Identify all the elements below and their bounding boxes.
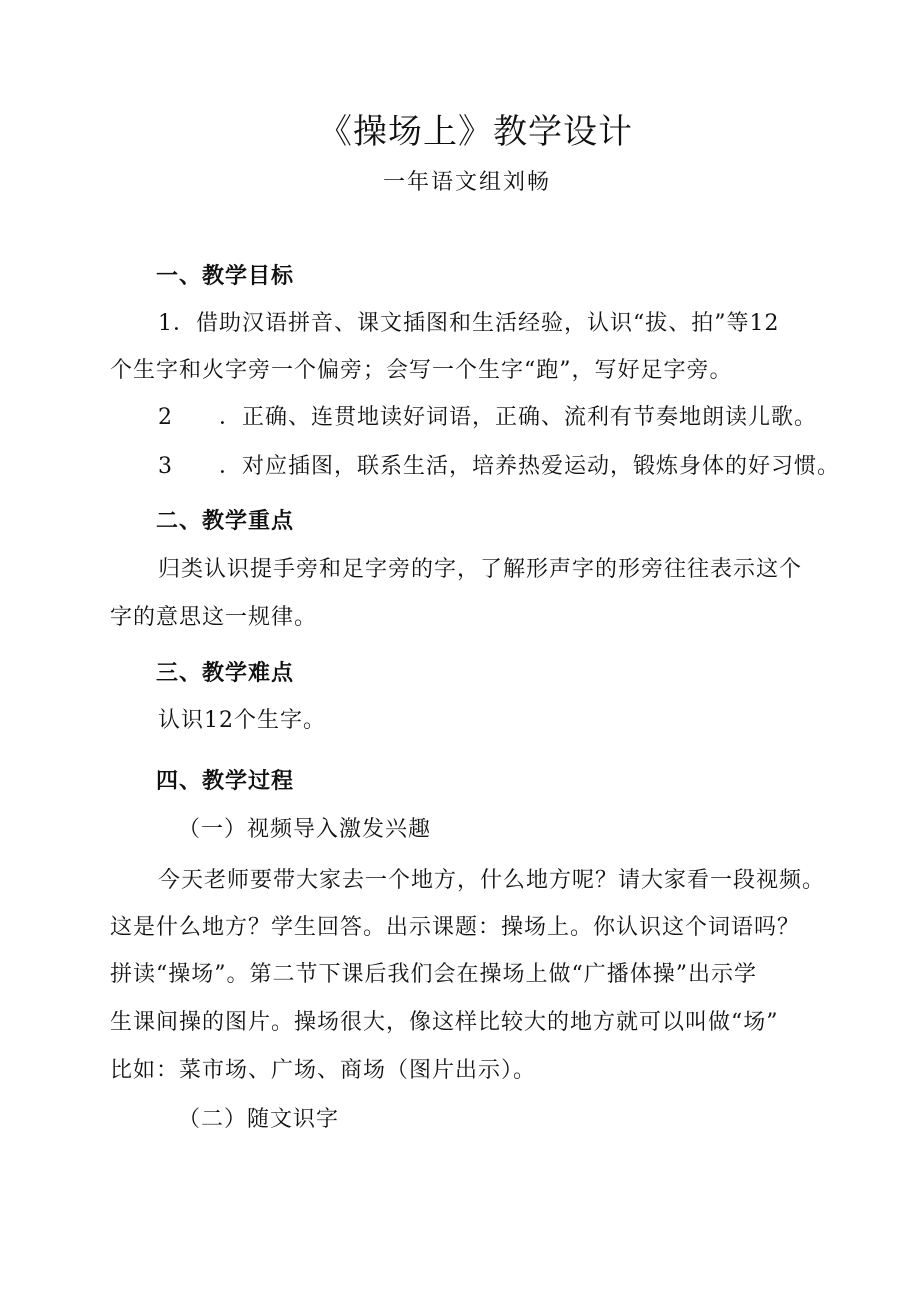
goal-item-3-text: ．对应插图，联系生活，培养热爱运动，锻炼身体的好习惯。 — [219, 454, 841, 479]
section-heading-goals: 一、教学目标 — [156, 264, 295, 289]
goal-item-2-text: ．正确、连贯地读好词语，正确、流利有节奏地朗读儿歌。 — [219, 405, 818, 430]
section-heading-key-points: 二、教学重点 — [156, 509, 295, 534]
process-subheading-1: （一）视频导入激发兴趣 — [178, 817, 432, 842]
author-line: 一年语文组刘畅 — [383, 170, 552, 195]
goal-item-2-number: 2 — [158, 405, 173, 430]
process-paragraph-line-1: 今天老师要带大家去一个地方，什么地方呢？请大家看一段视频。 — [158, 868, 826, 893]
section-heading-process: 四、教学过程 — [156, 769, 295, 794]
document-title: 《操场上》教学设计 — [318, 112, 633, 152]
section-heading-difficulties: 三、教学难点 — [156, 661, 295, 686]
process-paragraph-line-4: 生课间操的图片。操场很大，像这样比较大的地方就可以叫做“场” — [110, 1010, 779, 1035]
goal-item-3-number: 3 — [158, 454, 173, 479]
process-paragraph-line-5: 比如：菜市场、广场、商场（图片出示）。 — [110, 1058, 537, 1083]
goal-item-2 — [158, 403, 817, 433]
key-points-line-2: 字的意思这一规律。 — [110, 605, 318, 630]
goal-item-3 — [158, 452, 840, 482]
key-points-line-1: 归类认识提手旁和足字旁的字，了解形声字的形旁往往表示这个 — [158, 557, 803, 582]
process-paragraph-line-3: 拼读“操场”。第二节下课后我们会在操场上做“广播体操”出示学 — [110, 962, 757, 987]
process-paragraph-line-2: 这是什么地方？学生回答。出示课题：操场上。你认识这个词语吗？ — [110, 915, 801, 940]
process-subheading-2: （二）随文识字 — [178, 1107, 340, 1132]
goal-item-1-line-1: 1．借助汉语拼音、课文插图和生活经验，认识“拔、拍”等12 — [158, 311, 780, 336]
goal-item-1-line-2: 个生字和火字旁一个偏旁；会写一个生字“跑”，写好足字旁。 — [110, 358, 733, 383]
difficulties-line-1: 认识12个生字。 — [158, 708, 326, 733]
